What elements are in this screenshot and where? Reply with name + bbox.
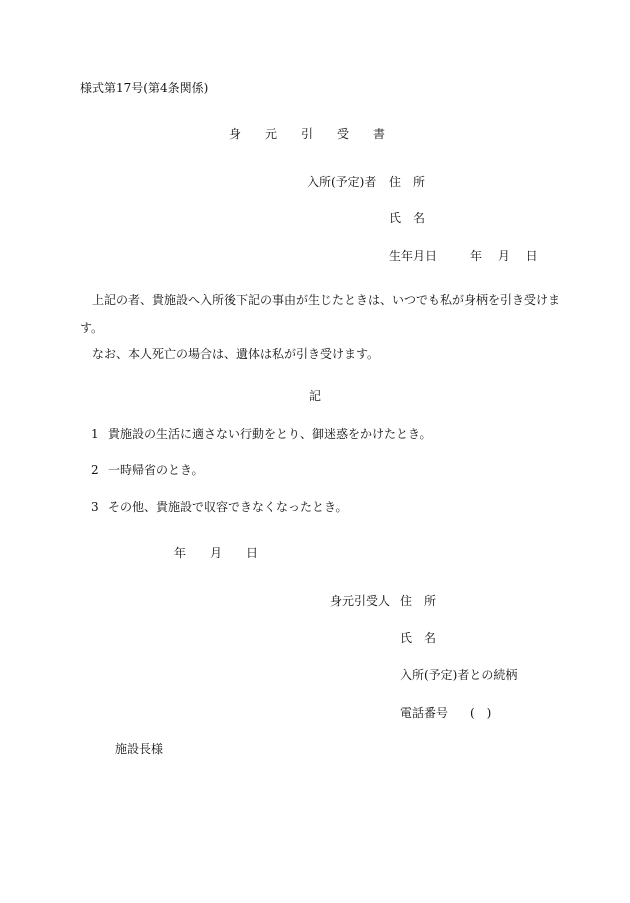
applicant-role-label: 入所(予定)者 (307, 175, 377, 189)
item-number: 2 (91, 463, 99, 477)
body-paragraph-1-line-2: す。 (80, 321, 104, 335)
ki-heading: 記 (309, 389, 322, 403)
item-number: 3 (91, 500, 99, 514)
body-paragraph-1-line-1: 上記の者、貴施設へ入所後下記の事由が生じたときは、いつでも私が身柄を引き受けま (92, 293, 561, 307)
guarantor-phone-label: 電話番号 (400, 706, 449, 720)
applicant-birth-date: 年 月 日 (470, 249, 538, 263)
item-text: 一時帰省のとき。 (108, 463, 204, 477)
guarantor-address-label: 住 所 (400, 594, 437, 608)
item-number: 1 (91, 427, 99, 441)
guarantor-role-label: 身元引受人 (330, 594, 391, 608)
applicant-name-label: 氏 名 (389, 211, 426, 225)
item-text: 貴施設の生活に適さない行動をとり、御迷惑をかけたとき。 (108, 427, 432, 441)
guarantor-name-label: 氏 名 (400, 631, 437, 645)
form-label: 様式第17号(第4条関係) (80, 81, 209, 95)
guarantor-phone-value: ( ) (470, 706, 492, 720)
document-title: 身 元 引 受 書 (229, 127, 386, 141)
date-line: 年 月 日 (174, 546, 259, 560)
addressee: 施設長様 (115, 742, 164, 756)
guarantor-relation-label: 入所(予定)者との続柄 (400, 668, 518, 682)
body-paragraph-2: なお、本人死亡の場合は、遺体は私が引き受けます。 (92, 347, 380, 361)
item-text: その他、貴施設で収容できなくなったとき。 (108, 500, 348, 514)
applicant-address-label: 住 所 (389, 175, 426, 189)
applicant-birth-label: 生年月日 (389, 249, 438, 263)
